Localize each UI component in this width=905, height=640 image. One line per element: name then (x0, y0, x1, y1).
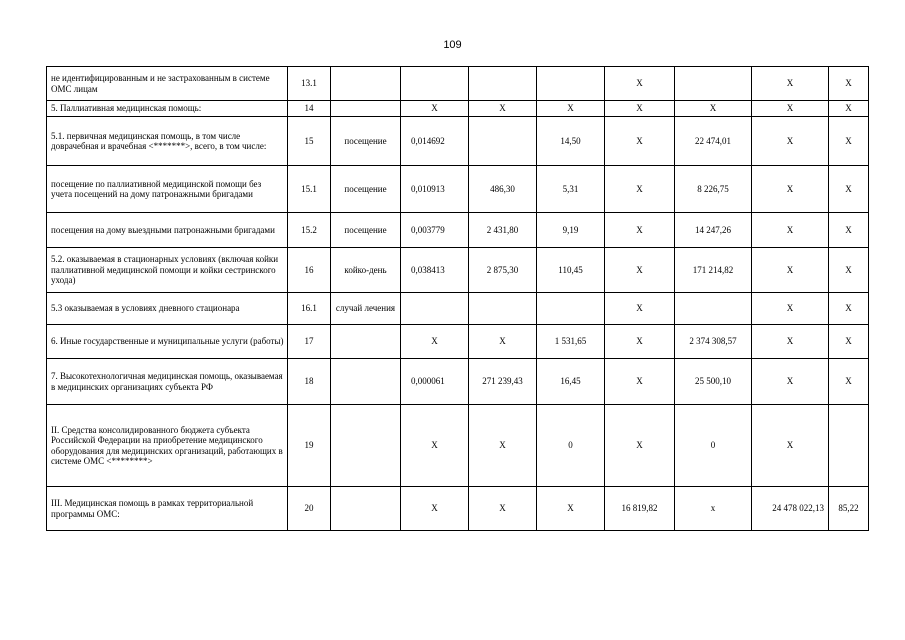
row-number: 16.1 (288, 293, 331, 325)
value-cell: 486,30 (469, 166, 537, 213)
value-cell: X (675, 101, 752, 117)
value-cell: X (752, 359, 829, 405)
value-cell: X (605, 213, 675, 248)
unit-cell: посещение (331, 117, 401, 166)
value-cell: X (752, 101, 829, 117)
value-cell: 85,22 (829, 487, 869, 531)
value-cell: 8 226,75 (675, 166, 752, 213)
value-cell: X (469, 405, 537, 487)
value-cell: X (605, 293, 675, 325)
value-cell: X (469, 487, 537, 531)
value-cell: X (469, 101, 537, 117)
row-number: 16 (288, 248, 331, 293)
page-number: 109 (443, 39, 462, 51)
unit-cell (331, 67, 401, 101)
table-row (47, 67, 869, 101)
value-cell: X (752, 405, 829, 487)
value-cell: X (752, 67, 829, 101)
value-cell: X (605, 101, 675, 117)
value-cell: X (829, 166, 869, 213)
value-cell: X (605, 67, 675, 101)
value-cell (469, 117, 537, 166)
unit-cell (331, 487, 401, 531)
row-label: III. Медицинская помощь в рамках территориальной программы ОМС: (47, 487, 288, 531)
value-cell (401, 67, 469, 101)
table-row (47, 325, 869, 359)
value-cell: 22 474,01 (675, 117, 752, 166)
table-row (47, 248, 869, 293)
value-cell: X (605, 325, 675, 359)
value-cell: 5,31 (537, 166, 605, 213)
value-cell: X (401, 487, 469, 531)
value-cell (401, 293, 469, 325)
value-cell: X (605, 166, 675, 213)
value-cell: 9,19 (537, 213, 605, 248)
value-cell: 14 247,26 (675, 213, 752, 248)
value-cell: 0,038413 (401, 248, 469, 293)
table-row (47, 359, 869, 405)
value-cell: 1 531,65 (537, 325, 605, 359)
value-cell: X (537, 101, 605, 117)
value-cell: 0,014692 (401, 117, 469, 166)
unit-cell: случай лечения (331, 293, 401, 325)
row-label: не идентифицированным и не застрахованным в системе ОМС лицам (47, 67, 288, 101)
value-cell: X (752, 117, 829, 166)
value-cell (675, 293, 752, 325)
value-cell: 2 374 308,57 (675, 325, 752, 359)
table-row (47, 117, 869, 166)
value-cell: 0,000061 (401, 359, 469, 405)
unit-cell (331, 101, 401, 117)
value-cell (537, 67, 605, 101)
row-number: 17 (288, 325, 331, 359)
value-cell: X (752, 213, 829, 248)
table-row (47, 101, 869, 117)
row-label: посещения на дому выездными патронажными бригадами (47, 213, 288, 248)
value-cell (469, 293, 537, 325)
value-cell: X (829, 248, 869, 293)
value-cell: X (829, 359, 869, 405)
row-number: 15 (288, 117, 331, 166)
row-label: 5. Паллиативная медицинская помощь: (47, 101, 288, 117)
unit-cell (331, 325, 401, 359)
value-cell: X (752, 166, 829, 213)
value-cell: 14,50 (537, 117, 605, 166)
table-row (47, 166, 869, 213)
value-cell: X (605, 248, 675, 293)
unit-cell: посещение (331, 166, 401, 213)
value-cell: 0 (537, 405, 605, 487)
value-cell: 25 500,10 (675, 359, 752, 405)
table-row (47, 213, 869, 248)
value-cell: 110,45 (537, 248, 605, 293)
value-cell: X (537, 487, 605, 531)
value-cell: X (829, 67, 869, 101)
unit-cell (331, 359, 401, 405)
row-label: 7. Высокотехнологичная медицинская помощь, оказываемая в медицинских организациях субъекта РФ (47, 359, 288, 405)
value-cell: X (401, 325, 469, 359)
unit-cell (331, 405, 401, 487)
row-number: 18 (288, 359, 331, 405)
value-cell: X (829, 101, 869, 117)
value-cell: 271 239,43 (469, 359, 537, 405)
row-label: 5.2. оказываемая в стационарных условиях (включая койки паллиативной медицинской помощи и койки сестринского ухода) (47, 248, 288, 293)
table-row (47, 405, 869, 487)
value-cell (829, 405, 869, 487)
row-number: 14 (288, 101, 331, 117)
value-cell: X (401, 405, 469, 487)
row-label: 6. Иные государственные и муниципальные услуги (работы) (47, 325, 288, 359)
table-row (47, 293, 869, 325)
value-cell: 16 819,82 (605, 487, 675, 531)
value-cell: X (829, 293, 869, 325)
value-cell: 171 214,82 (675, 248, 752, 293)
row-label: 5.3 оказываемая в условиях дневного стационара (47, 293, 288, 325)
value-cell: X (752, 248, 829, 293)
row-label: 5.1. первичная медицинская помощь, в том числе доврачебная и врачебная <*******>, всего, в том числе: (47, 117, 288, 166)
value-cell: X (752, 325, 829, 359)
row-number: 13.1 (288, 67, 331, 101)
row-label: II. Средства консолидированного бюджета субъекта Российской Федерации на приобретение медицинского оборудования для медицинских организаций, работающих в системе ОМС <********> (47, 405, 288, 487)
value-cell: 2 431,80 (469, 213, 537, 248)
value-cell (537, 293, 605, 325)
unit-cell: койко-день (331, 248, 401, 293)
value-cell: x (675, 487, 752, 531)
row-number: 19 (288, 405, 331, 487)
value-cell: X (829, 213, 869, 248)
value-cell: X (829, 117, 869, 166)
value-cell: 24 478 022,13 (752, 487, 829, 531)
row-number: 20 (288, 487, 331, 531)
row-label: посещение по паллиативной медицинской помощи без учета посещений на дому патронажными бригадами (47, 166, 288, 213)
value-cell: X (752, 293, 829, 325)
value-cell: X (605, 359, 675, 405)
value-cell: 0,010913 (401, 166, 469, 213)
data-table (46, 66, 869, 531)
value-cell: 0 (675, 405, 752, 487)
unit-cell: посещение (331, 213, 401, 248)
table-row (47, 487, 869, 531)
value-cell: X (469, 325, 537, 359)
value-cell: X (401, 101, 469, 117)
value-cell: 2 875,30 (469, 248, 537, 293)
row-number: 15.1 (288, 166, 331, 213)
value-cell (469, 67, 537, 101)
value-cell: X (605, 117, 675, 166)
row-number: 15.2 (288, 213, 331, 248)
value-cell (675, 67, 752, 101)
value-cell: X (829, 325, 869, 359)
value-cell: 16,45 (537, 359, 605, 405)
value-cell: 0,003779 (401, 213, 469, 248)
value-cell: X (605, 405, 675, 487)
